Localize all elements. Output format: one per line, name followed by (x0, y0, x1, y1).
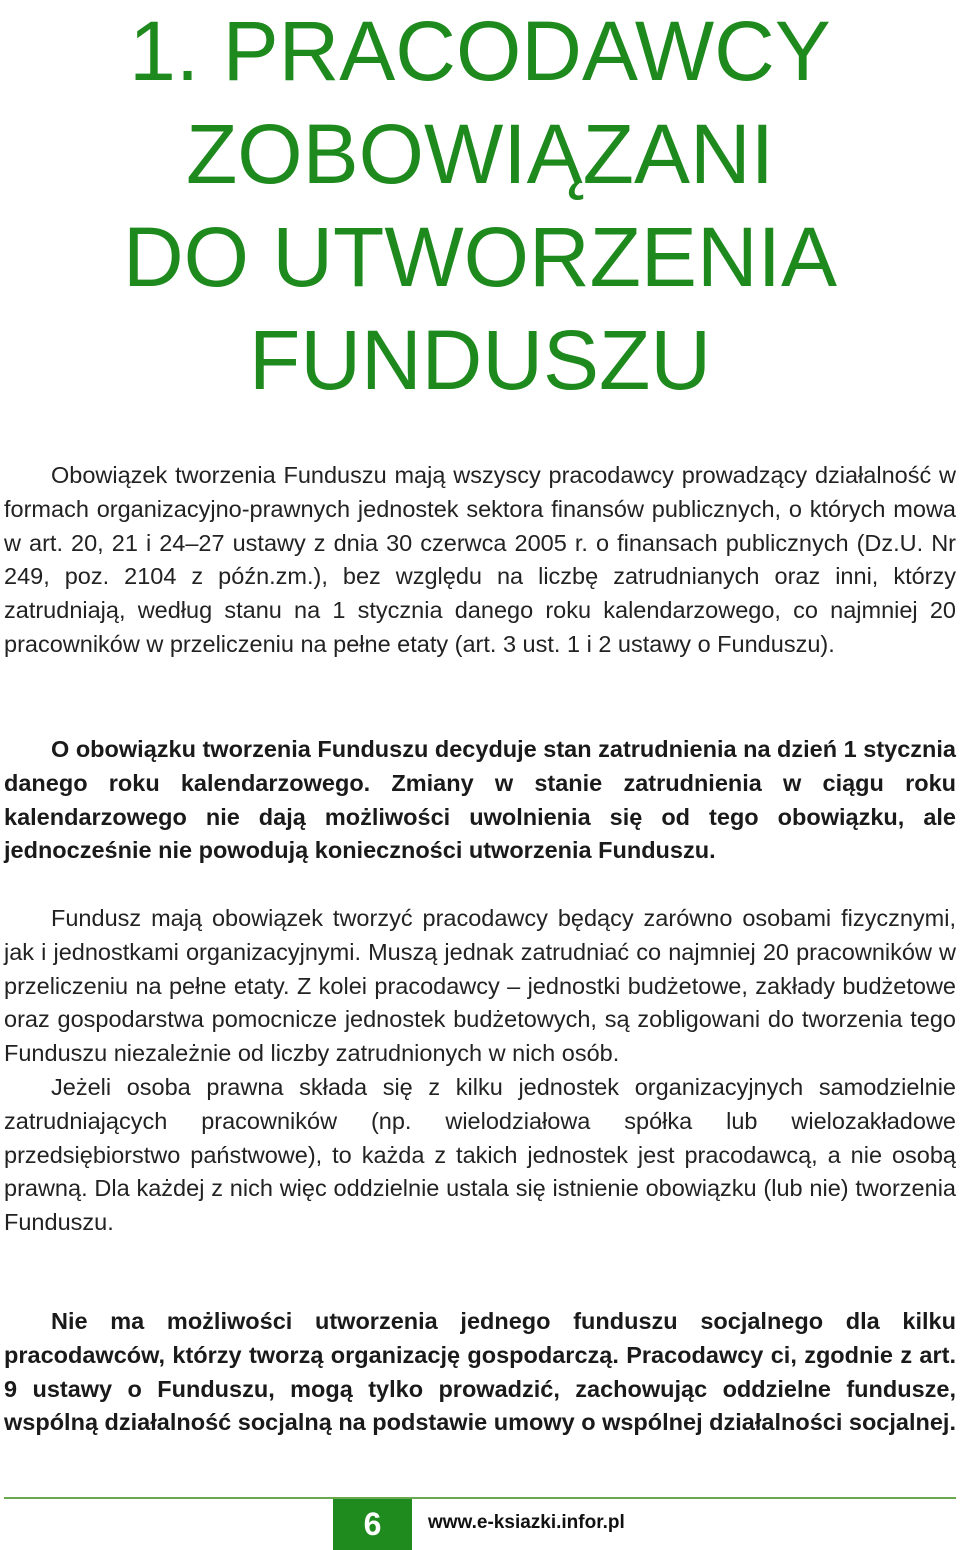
title-line-2: ZOBOWIĄZANI (186, 107, 774, 201)
chapter-title (0, 0, 960, 412)
title-line-4: FUNDUSZU (249, 313, 711, 407)
title-line-3: DO UTWORZENIA (123, 210, 837, 304)
paragraph-2: O obowiązku tworzenia Funduszu decyduje stan zatrudnienia na dzień 1 stycznia danego roku kalendarzowego. Zmiany w stanie zatrudnienia w ciągu roku kalendarzowego nie dają możliwości uwolnienia się od tego obowiązku, ale jednocześnie nie powodują konieczności utworzenia Funduszu. (4, 736, 956, 864)
paragraph-5: Nie ma możliwości utworzenia jednego funduszu socjalnego dla kilku pracodawców, którzy tworzą organizację gospodarczą. Pracodawcy ci, zgodnie z art. 9 ustawy o Funduszu, mogą tylko prowadzić, zachowując oddzielne fundusze, wspólną działalność socjalną na podstawie umowy o wspólnej działalności socjalnej. (4, 1308, 956, 1436)
paragraph-4: Jeżeli osoba prawna składa się z kilku jednostek organizacyjnych samodzielnie zatrudniających pracowników (np. wielodziałowa spółka lub wielozakładowe przedsiębiorstwo państwowe), to każda z takich jednostek jest pracodawcą, a nie osobą prawną. Dla każdej z nich więc oddzielnie ustala się istnienie obowiązku (lub nie) tworzenia Funduszu. (4, 1073, 956, 1236)
paragraph-5-block (4, 1305, 956, 1440)
paragraph-1-block (4, 459, 956, 662)
footer-divider (4, 1497, 956, 1499)
paragraph-2-block (4, 733, 956, 868)
page-number: 6 (333, 1499, 412, 1550)
paragraph-3: Fundusz mają obowiązek tworzyć pracodawcy będący zarówno osobami fizycznymi, jak i jednostkami organizacyjnymi. Muszą jednak zatrudniać co najmniej 20 pracowników w przeliczeniu na pełne etaty. Z kolei pracodawcy – jednostki budżetowe, zakłady budżetowe oraz gospodarstwa pomocnicze jednostek budżetowych, są zobligowani do tworzenia tego Funduszu niezależnie od liczby zatrudnionych w nich osób. (4, 905, 956, 1067)
title-line-1: 1. PRACODAWCY (129, 4, 831, 98)
paragraph-1: Obowiązek tworzenia Funduszu mają wszyscy pracodawcy prowadzący działalność w formach organizacyjno-prawnych jednostek sektora finansów publicznych, o których mowa w art. 20, 21 i 24–27 ustawy z dnia 30 czerwca 2005 r. o finansach publicznych (Dz.U. Nr 249, poz. 2104 z późn.zm.), bez względu na liczbę zatrudnianych oraz inni, którzy zatrudniają, według stanu na 1 stycznia danego roku kalendarzowego, co najmniej 20 pracowników w przeliczeniu na pełne etaty (art. 3 ust. 1 i 2 ustawy o Funduszu). (4, 462, 956, 657)
footer-website: www.e-ksiazki.infor.pl (428, 1512, 625, 1533)
paragraph-3-4-block (4, 902, 956, 1240)
